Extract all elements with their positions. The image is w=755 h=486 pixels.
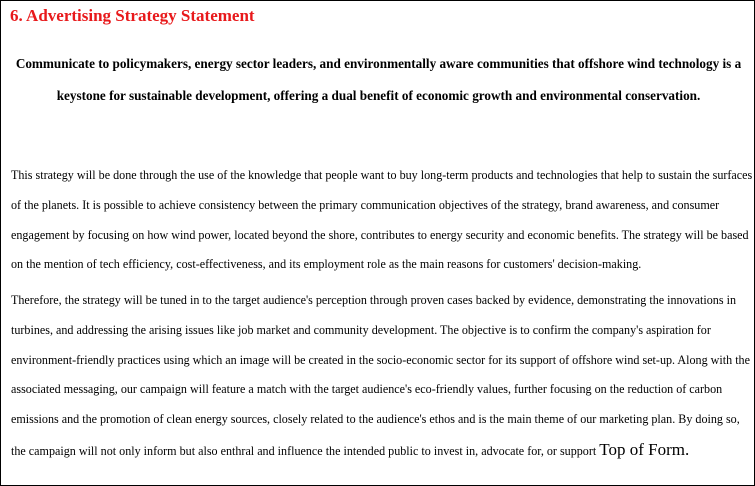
paragraph-line: This strategy will be done through the use of the knowledge that people want to buy long-term products and technologies that help to sustain the surfaces [11, 168, 753, 182]
statement-line: keystone for sustainable development, offering a dual benefit of economic growth and environmental conservation. [56, 88, 701, 103]
paragraph-line: emissions and the promotion of clean energy sources, closely related to the audience's ethos and is the main theme of our marketing plan. By doing so, [11, 412, 740, 427]
paragraph-line: on the mention of tech efficiency, cost-effectiveness, and its employment role as the main reasons for customers' decision-making. [11, 257, 642, 272]
statement-line: Communicate to policymakers, energy sector leaders, and environmentally aware communities that offshore wind technology is a [15, 56, 742, 71]
paragraph-line: associated messaging, our campaign will feature a match with the target audience's eco-friendly values, further focusing on the reduction of carbon [11, 382, 723, 397]
section-title: 6. Advertising Strategy Statement [10, 6, 255, 25]
paragraph-line: turbines, and addressing the arising issues like job market and community development. The objective is to confirm the company's aspiration for [11, 322, 711, 337]
paragraph-line: environment-friendly practices using which an image will be created in the socio-economic sector for its support of offshore wind set-up. Along with the [11, 352, 750, 367]
top-of-form-text: Top of Form. [599, 439, 690, 459]
strategy-statement [1, 48, 755, 112]
paragraph-line-last [11, 435, 750, 467]
paragraph-line: of the planets. It is possible to achieve consistency between the primary communication objectives of the strategy, brand awareness, and consumer [11, 197, 720, 212]
paragraph-line-text: the campaign will not only inform but also enthral and influence the intended public to invest in, advocate for, or support [11, 443, 600, 458]
paragraph-line: Therefore, the strategy will be tuned in to the target audience's perception through proven cases backed by evidence, demonstrating the innovations in [11, 293, 736, 307]
paragraph-line: engagement by focusing on how wind power, located beyond the shore, contributes to energy security and economic benefits. The strategy will be based [11, 227, 749, 242]
paragraph-2 [11, 286, 750, 467]
paragraph-1 [11, 161, 752, 280]
